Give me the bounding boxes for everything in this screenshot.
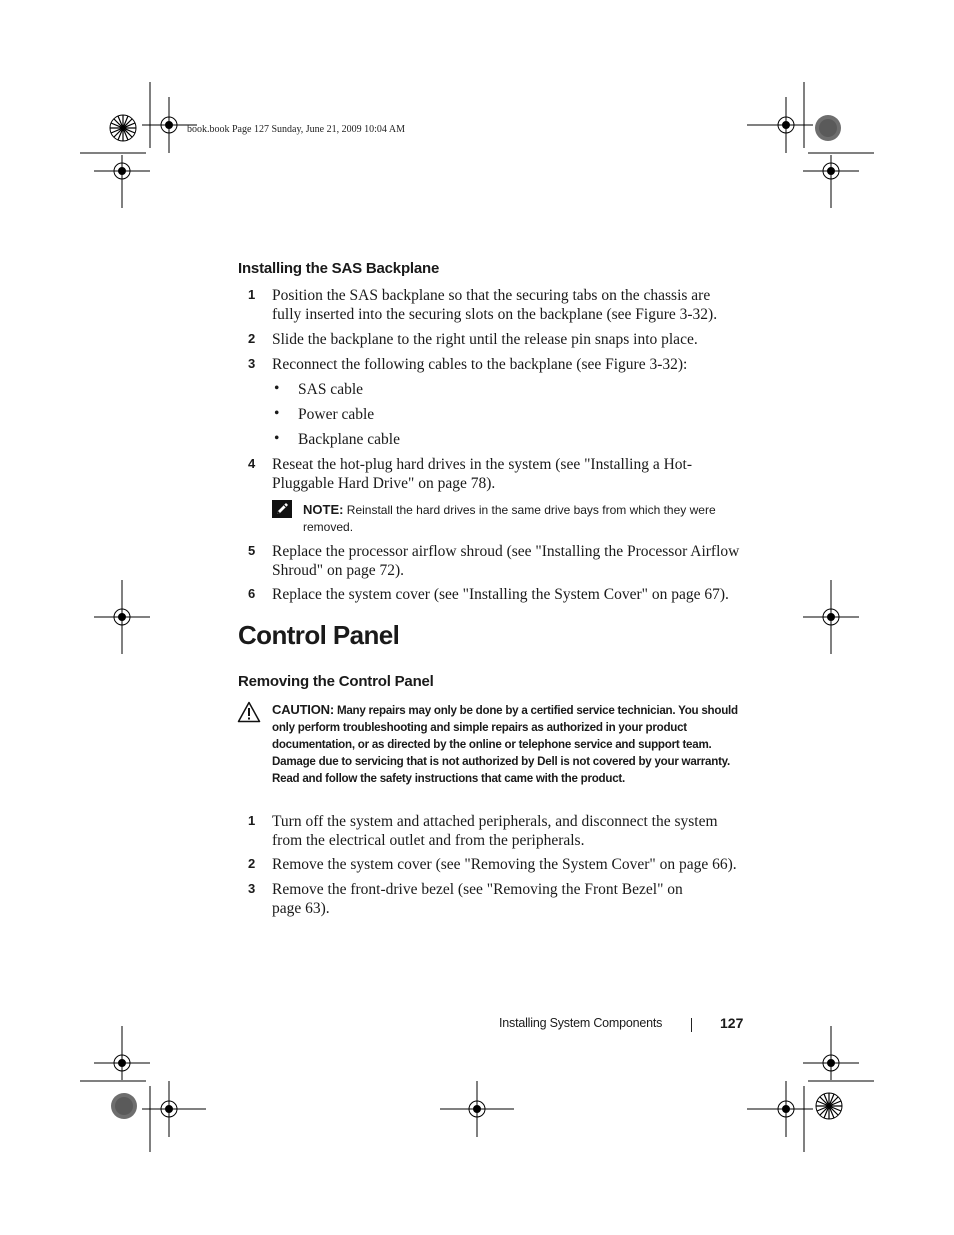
step-text: Remove the front-drive bezel (see "Removing the Front Bezel" on page 63). — [272, 881, 683, 917]
pencil-note-icon — [272, 500, 292, 518]
caution-triangle-icon — [237, 701, 261, 723]
step-number: 1 — [248, 813, 256, 828]
footer-divider — [691, 1018, 692, 1032]
print-slug: book.book Page 127 Sunday, June 21, 2009 10:04 AM — [187, 124, 405, 135]
bullet-dot: • — [274, 405, 280, 422]
bullet-text: SAS cable — [298, 381, 364, 398]
step-text: Remove the system cover (see "Removing the System Cover" on page 66). — [272, 856, 737, 873]
gray-target-icon — [815, 115, 841, 141]
step-text: Slide the backplane to the right until the release pin snaps into place. — [272, 331, 698, 348]
step-number: 4 — [248, 456, 256, 471]
step-number: 5 — [248, 543, 256, 558]
bullet-dot: • — [274, 430, 280, 447]
step-text: Reseat the hot-plug hard drives in the system (see "Installing a Hot-Pluggable Hard Drive" on page 78). — [272, 456, 692, 492]
starburst-target-icon — [110, 115, 136, 141]
bullet-dot: • — [274, 380, 280, 397]
step-number: 1 — [248, 287, 256, 302]
section-heading: Installing the SAS Backplane — [238, 260, 440, 277]
chapter-title: Control Panel — [238, 620, 400, 650]
step-text: Replace the processor airflow shroud (see "Installing the Processor Airflow Shroud" on page 72). — [272, 543, 740, 579]
gray-target-icon — [111, 1093, 137, 1119]
note-label: NOTE: — [303, 502, 344, 517]
footer-section-title: Installing System Components — [499, 1016, 663, 1030]
step-number: 3 — [248, 881, 256, 896]
caution-box — [272, 701, 740, 787]
caution-label: CAUTION: — [272, 702, 334, 717]
step-text: Position the SAS backplane so that the securing tabs on the chassis are fully inserted into the securing slots on the backplane (see Figure 3-32). — [272, 287, 718, 323]
note-box — [303, 501, 743, 536]
step-text: Replace the system cover (see "Installing the System Cover" on page 67). — [272, 586, 729, 603]
step-number: 2 — [248, 331, 256, 346]
step-number: 3 — [248, 356, 256, 371]
starburst-target-icon — [816, 1093, 842, 1119]
note-text: Reinstall the hard drives in the same drive bays from which they were removed. — [303, 503, 716, 534]
bullet-text: Power cable — [298, 406, 375, 423]
step-text: Reconnect the following cables to the backplane (see Figure 3-32): — [272, 356, 688, 373]
step-number: 6 — [248, 586, 256, 601]
bullet-text: Backplane cable — [298, 431, 400, 448]
page-number: 127 — [720, 1015, 744, 1031]
step-text: Turn off the system and attached peripherals, and disconnect the system from the electrical outlet and from the peripherals. — [272, 813, 718, 849]
step-number: 2 — [248, 856, 256, 871]
caution-text: Many repairs may only be done by a certified service technician. You should only perform troubleshooting and simple repairs as authorized in your product documentation, or as directed by the online or telephone service and support team. Damage due to servicing that is not authorized by Dell is not covered by your warranty. Read and follow the safety instructions that came with the product. — [272, 704, 738, 785]
section-heading: Removing the Control Panel — [238, 673, 434, 690]
